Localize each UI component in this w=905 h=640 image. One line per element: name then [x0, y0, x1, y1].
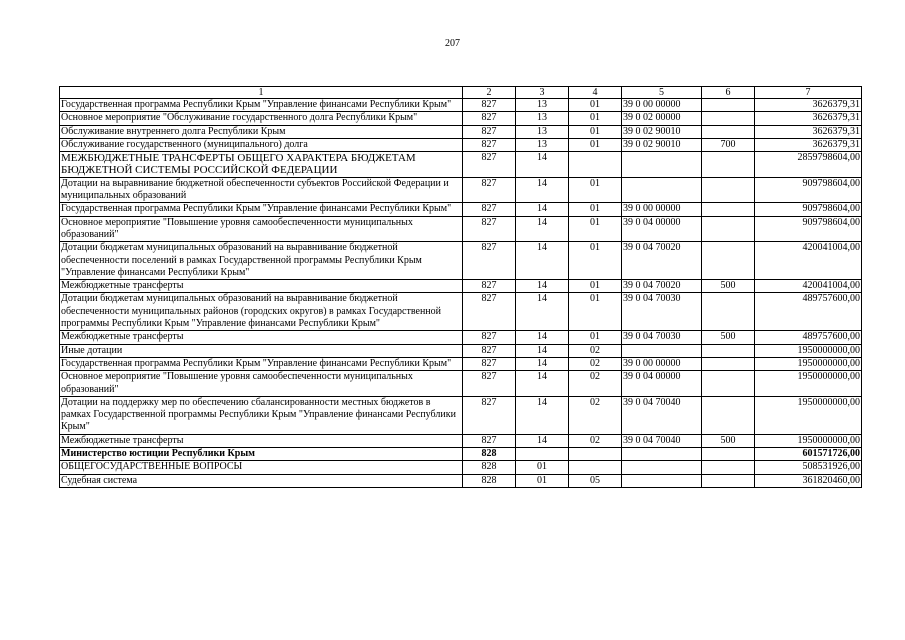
cell-section [516, 448, 569, 461]
cell-ministry-code: 827 [463, 216, 516, 242]
cell-section: 14 [516, 396, 569, 434]
cell-expense-type [702, 293, 755, 331]
cell-section: 14 [516, 331, 569, 344]
cell-target-article: 39 0 04 70020 [622, 242, 702, 280]
cell-target-article [622, 152, 702, 178]
table-row [60, 331, 862, 344]
cell-expense-type: 500 [702, 280, 755, 293]
cell-amount: 489757600,00 [755, 331, 862, 344]
cell-section: 14 [516, 371, 569, 397]
cell-subsection: 02 [569, 396, 622, 434]
cell-ministry-code: 827 [463, 280, 516, 293]
cell-section: 01 [516, 461, 569, 474]
cell-expense-type [702, 125, 755, 138]
cell-ministry-code: 828 [463, 461, 516, 474]
cell-name: Основное мероприятие "Повышение уровня самообеспеченности муниципальных образований" [60, 371, 463, 397]
cell-ministry-code: 827 [463, 125, 516, 138]
cell-expense-type [702, 461, 755, 474]
cell-expense-type [702, 152, 755, 178]
cell-expense-type [702, 474, 755, 487]
cell-ministry-code: 828 [463, 474, 516, 487]
cell-subsection: 01 [569, 293, 622, 331]
cell-amount: 909798604,00 [755, 203, 862, 216]
cell-section: 14 [516, 280, 569, 293]
col-header-3: 3 [516, 87, 569, 99]
cell-amount: 1950000000,00 [755, 396, 862, 434]
table-row [60, 242, 862, 280]
cell-target-article [622, 461, 702, 474]
cell-expense-type [702, 371, 755, 397]
cell-name: МЕЖБЮДЖЕТНЫЕ ТРАНСФЕРТЫ ОБЩЕГО ХАРАКТЕРА БЮДЖЕТАМ БЮДЖЕТНОЙ СИСТЕМЫ РОССИЙСКОЙ ФЕДЕРАЦИИ [60, 152, 463, 178]
table-row [60, 396, 862, 434]
cell-name: Основное мероприятие "Повышение уровня самообеспеченности муниципальных образований" [60, 216, 463, 242]
table-row [60, 152, 862, 178]
cell-section: 14 [516, 203, 569, 216]
cell-expense-type: 500 [702, 331, 755, 344]
table-row [60, 371, 862, 397]
table-row [60, 474, 862, 487]
cell-name: Государственная программа Республики Крым "Управление финансами Республики Крым" [60, 357, 463, 370]
cell-section: 14 [516, 216, 569, 242]
cell-ministry-code: 827 [463, 293, 516, 331]
cell-ministry-code: 827 [463, 177, 516, 203]
cell-ministry-code: 827 [463, 99, 516, 112]
cell-section: 13 [516, 112, 569, 125]
cell-target-article: 39 0 02 00000 [622, 112, 702, 125]
cell-amount: 3626379,31 [755, 138, 862, 151]
cell-expense-type [702, 357, 755, 370]
cell-target-article: 39 0 04 70020 [622, 280, 702, 293]
cell-target-article: 39 0 04 00000 [622, 216, 702, 242]
cell-expense-type [702, 216, 755, 242]
cell-amount: 420041004,00 [755, 280, 862, 293]
cell-section: 14 [516, 242, 569, 280]
col-header-1: 1 [60, 87, 463, 99]
cell-expense-type: 700 [702, 138, 755, 151]
cell-section: 14 [516, 357, 569, 370]
cell-amount: 1950000000,00 [755, 357, 862, 370]
cell-subsection: 02 [569, 344, 622, 357]
table-body [60, 99, 862, 488]
cell-name: Судебная система [60, 474, 463, 487]
table-row [60, 138, 862, 151]
cell-subsection: 01 [569, 177, 622, 203]
col-header-4: 4 [569, 87, 622, 99]
cell-name: Иные дотации [60, 344, 463, 357]
cell-ministry-code: 827 [463, 331, 516, 344]
cell-expense-type [702, 448, 755, 461]
cell-subsection: 01 [569, 331, 622, 344]
cell-amount: 1950000000,00 [755, 344, 862, 357]
table-row [60, 357, 862, 370]
cell-name: Министерство юстиции Республики Крым [60, 448, 463, 461]
budget-table [59, 86, 862, 488]
cell-amount: 909798604,00 [755, 177, 862, 203]
cell-ministry-code: 827 [463, 371, 516, 397]
cell-name: Дотации бюджетам муниципальных образований на выравнивание бюджетной обеспеченности муниципальных районов (городских округов) в рамках Государственной программы Республики Крым "Управление финансами Республики Крым" [60, 293, 463, 331]
cell-target-article: 39 0 00 00000 [622, 203, 702, 216]
table-row [60, 461, 862, 474]
cell-amount: 361820460,00 [755, 474, 862, 487]
cell-name: Межбюджетные трансферты [60, 331, 463, 344]
cell-subsection: 02 [569, 434, 622, 447]
cell-ministry-code: 827 [463, 242, 516, 280]
cell-expense-type: 500 [702, 434, 755, 447]
cell-amount: 909798604,00 [755, 216, 862, 242]
cell-subsection: 01 [569, 125, 622, 138]
table-row [60, 112, 862, 125]
cell-target-article: 39 0 00 00000 [622, 357, 702, 370]
cell-amount: 1950000000,00 [755, 371, 862, 397]
table-row [60, 216, 862, 242]
cell-ministry-code: 827 [463, 357, 516, 370]
cell-ministry-code: 827 [463, 344, 516, 357]
cell-amount: 2859798604,00 [755, 152, 862, 178]
cell-subsection [569, 461, 622, 474]
cell-target-article: 39 0 04 70040 [622, 434, 702, 447]
cell-target-article: 39 0 04 70030 [622, 293, 702, 331]
col-header-7: 7 [755, 87, 862, 99]
cell-ministry-code: 828 [463, 448, 516, 461]
table-row [60, 177, 862, 203]
cell-target-article: 39 0 02 90010 [622, 125, 702, 138]
table-row [60, 99, 862, 112]
cell-name: Обслуживание внутреннего долга Республики Крым [60, 125, 463, 138]
cell-name: Межбюджетные трансферты [60, 280, 463, 293]
cell-ministry-code: 827 [463, 138, 516, 151]
cell-ministry-code: 827 [463, 112, 516, 125]
cell-subsection: 01 [569, 138, 622, 151]
table-row [60, 434, 862, 447]
header-row [60, 87, 862, 99]
table-row [60, 293, 862, 331]
cell-expense-type [702, 177, 755, 203]
table-row [60, 344, 862, 357]
cell-expense-type [702, 112, 755, 125]
cell-name: Государственная программа Республики Крым "Управление финансами Республики Крым" [60, 203, 463, 216]
cell-target-article [622, 177, 702, 203]
cell-target-article [622, 344, 702, 357]
cell-subsection: 01 [569, 99, 622, 112]
cell-target-article: 39 0 00 00000 [622, 99, 702, 112]
cell-subsection [569, 152, 622, 178]
cell-name: ОБЩЕГОСУДАРСТВЕННЫЕ ВОПРОСЫ [60, 461, 463, 474]
cell-name: Государственная программа Республики Крым "Управление финансами Республики Крым" [60, 99, 463, 112]
table-row [60, 280, 862, 293]
cell-section: 13 [516, 125, 569, 138]
cell-subsection: 01 [569, 242, 622, 280]
cell-subsection [569, 448, 622, 461]
cell-subsection: 01 [569, 216, 622, 242]
cell-target-article: 39 0 04 70040 [622, 396, 702, 434]
cell-ministry-code: 827 [463, 396, 516, 434]
cell-target-article: 39 0 04 70030 [622, 331, 702, 344]
page-number: 207 [445, 38, 460, 49]
table-row [60, 125, 862, 138]
cell-section: 13 [516, 99, 569, 112]
cell-target-article: 39 0 02 90010 [622, 138, 702, 151]
cell-name: Дотации на поддержку мер по обеспечению сбалансированности местных бюджетов в рамках Государственной программы Республики Крым "Управление финансами Республики Крым" [60, 396, 463, 434]
cell-subsection: 01 [569, 112, 622, 125]
cell-amount: 508531926,00 [755, 461, 862, 474]
cell-target-article: 39 0 04 00000 [622, 371, 702, 397]
cell-expense-type [702, 99, 755, 112]
cell-subsection: 05 [569, 474, 622, 487]
cell-section: 01 [516, 474, 569, 487]
col-header-2: 2 [463, 87, 516, 99]
cell-ministry-code: 827 [463, 152, 516, 178]
cell-ministry-code: 827 [463, 434, 516, 447]
cell-section: 13 [516, 138, 569, 151]
cell-amount: 420041004,00 [755, 242, 862, 280]
cell-section: 14 [516, 152, 569, 178]
cell-amount: 3626379,31 [755, 125, 862, 138]
cell-subsection: 01 [569, 203, 622, 216]
cell-name: Дотации бюджетам муниципальных образований на выравнивание бюджетной обеспеченности поселений в рамках Государственной программы Республики Крым "Управление финансами Республики Крым" [60, 242, 463, 280]
cell-subsection: 01 [569, 280, 622, 293]
cell-amount: 489757600,00 [755, 293, 862, 331]
col-header-6: 6 [702, 87, 755, 99]
cell-subsection: 02 [569, 371, 622, 397]
cell-amount: 1950000000,00 [755, 434, 862, 447]
cell-expense-type [702, 396, 755, 434]
cell-section: 14 [516, 344, 569, 357]
cell-expense-type [702, 242, 755, 280]
col-header-5: 5 [622, 87, 702, 99]
cell-section: 14 [516, 434, 569, 447]
table-row [60, 448, 862, 461]
cell-amount: 3626379,31 [755, 112, 862, 125]
cell-name: Основное мероприятие "Обслуживание государственного долга Республики Крым" [60, 112, 463, 125]
cell-expense-type [702, 344, 755, 357]
cell-name: Дотации на выравнивание бюджетной обеспеченности субъектов Российской Федерации и муниципальных образований [60, 177, 463, 203]
cell-target-article [622, 474, 702, 487]
cell-section: 14 [516, 293, 569, 331]
cell-amount: 3626379,31 [755, 99, 862, 112]
cell-section: 14 [516, 177, 569, 203]
cell-name: Межбюджетные трансферты [60, 434, 463, 447]
cell-expense-type [702, 203, 755, 216]
cell-subsection: 02 [569, 357, 622, 370]
cell-ministry-code: 827 [463, 203, 516, 216]
cell-name: Обслуживание государственного (муниципального) долга [60, 138, 463, 151]
cell-target-article [622, 448, 702, 461]
cell-amount: 601571726,00 [755, 448, 862, 461]
table-row [60, 203, 862, 216]
